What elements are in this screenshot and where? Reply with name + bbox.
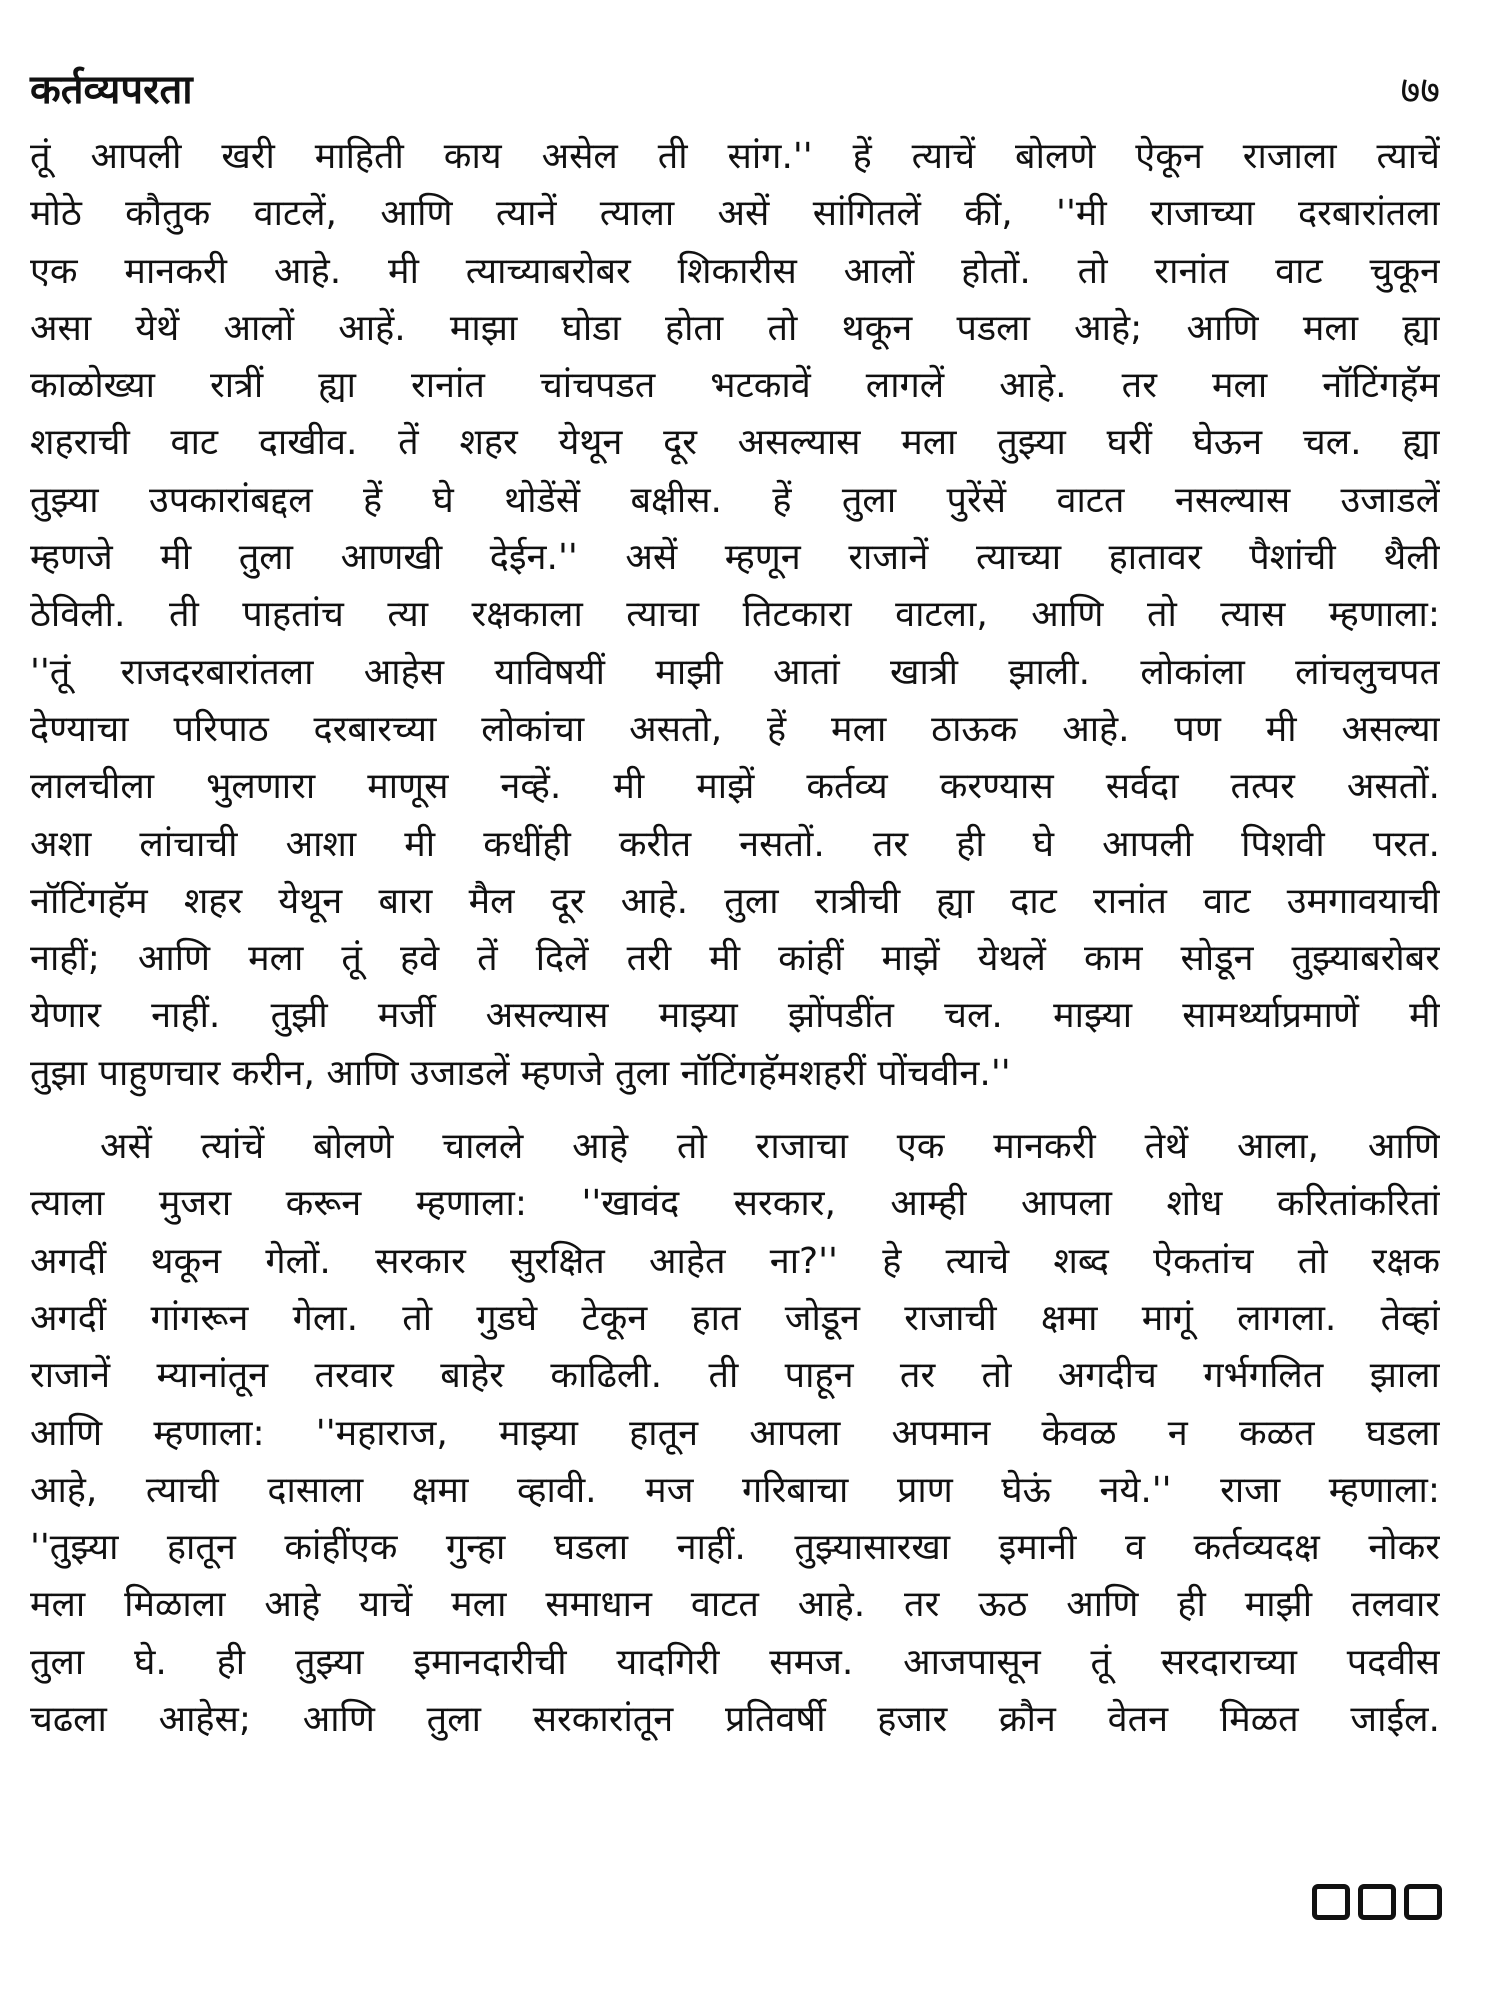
- text-line: मोठे कौतुक वाटलें, आणि त्यानें त्याला असें सांगितलें कीं, ''मी राजाच्या दरबारांतला: [30, 193, 1440, 235]
- text-line: ''तुझ्या हातून कांहींएक गुन्हा घडला नाहीं. तुझ्यासारखा इमानी व कर्तव्यदक्ष नोकर: [30, 1527, 1440, 1569]
- text-line: त्याला मुजरा करून म्हणाला: ''खावंद सरकार, आम्ही आपला शोध करितांकरितां: [30, 1183, 1440, 1225]
- text-line: एक मानकरी आहे. मी त्याच्याबरोबर शिकारीस आलों होतों. तो रानांत वाट चुकून: [30, 250, 1440, 292]
- running-head: [30, 60, 1440, 120]
- text-line: चढला आहेस; आणि तुला सरकारांतून प्रतिवर्षी हजार क्रौन वेतन मिळत जाईल.: [30, 1699, 1440, 1741]
- text-line: शहराची वाट दाखीव. तें शहर येथून दूर असल्यास मला तुझ्या घरीं घेऊन चल. ह्या: [30, 422, 1440, 464]
- text-line: तुला घे. ही तुझ्या इमानदारीची यादगिरी समज. आजपासून तूं सरदाराच्या पदवीस: [30, 1641, 1440, 1683]
- text-line: आहे, त्याची दासाला क्षमा व्हावी. मज गरिबाचा प्राण घेऊं नये.'' राजा म्हणाला:: [30, 1469, 1440, 1511]
- text-line: असें त्यांचें बोलणे चालले आहे तो राजाचा एक मानकरी तेथें आला, आणि: [100, 1126, 1440, 1168]
- text-line: लालचीला भुलणारा माणूस नव्हें. मी माझें कर्तव्य करण्यास सर्वदा तत्पर असतों.: [30, 766, 1440, 808]
- text-line: तुझ्या उपकारांबद्दल हें घे थोडेंसें बक्षीस. हें तुला पुरेंसें वाटत नसल्यास उजाडलें: [30, 479, 1440, 521]
- text-line: तुझा पाहुणचार करीन, आणि उजाडलें म्हणजे तुला नॉटिंगहॅमशहरीं पोंचवीन.'': [30, 1052, 1011, 1094]
- body-text: [30, 128, 1440, 1748]
- text-line: अशा लांचाची आशा मी कधींही करीत नसतों. तर ही घे आपली पिशवी परत.: [30, 823, 1440, 865]
- text-line: नॉटिंगहॅम शहर येथून बारा मैल दूर आहे. तुला रात्रीची ह्या दाट रानांत वाट उमगावयाची: [30, 880, 1440, 922]
- text-line: नाहीं; आणि मला तूं हवे तें दिलें तरी मी कांहीं माझें येथलें काम सोडून तुझ्याबरोबर: [30, 938, 1440, 980]
- text-line: काळोख्या रात्रीं ह्या रानांत चांचपडत भटकावें लागलें आहे. तर मला नॉटिंगहॅम: [30, 365, 1440, 407]
- text-line: असा येथें आलों आहें. माझा घोडा होता तो थकून पडला आहे; आणि मला ह्या: [30, 307, 1440, 349]
- paragraph-1: [30, 128, 1440, 1102]
- text-line: आणि म्हणाला: ''महाराज, माझ्या हातून आपला अपमान केवळ न कळत घडला: [30, 1412, 1440, 1454]
- square-ornament-icon: [1404, 1884, 1442, 1920]
- paragraph-2: [30, 1118, 1440, 1748]
- page-number: ७७: [1400, 68, 1440, 112]
- text-line: म्हणजे मी तुला आणखी देईन.'' असें म्हणून राजानें त्याच्या हातावर पैशांची थैली: [30, 537, 1440, 579]
- paragraph-spacer: [30, 1102, 1440, 1118]
- text-line: येणार नाहीं. तुझी मर्जी असल्यास माझ्या झोंपडींत चल. माझ्या सामर्थ्याप्रमाणें मी: [30, 995, 1440, 1037]
- text-line: राजानें म्यानांतून तरवार बाहेर काढिली. ती पाहून तर तो अगदीच गर्भगलित झाला: [30, 1355, 1440, 1397]
- square-ornament-icon: [1358, 1884, 1396, 1920]
- text-line: मला मिळाला आहे याचें मला समाधान वाटत आहे. तर ऊठ आणि ही माझी तलवार: [30, 1584, 1440, 1626]
- end-of-chapter-marks: [1312, 1884, 1442, 1920]
- text-line: अगदीं गांगरून गेला. तो गुडघे टेकून हात जोडून राजाची क्षमा मागूं लागला. तेव्हां: [30, 1297, 1440, 1339]
- text-line: अगदीं थकून गेलों. सरकार सुरक्षित आहेत ना?'' हे त्याचे शब्द ऐकतांच तो रक्षक: [30, 1240, 1440, 1282]
- text-line: देण्याचा परिपाठ दरबारच्या लोकांचा असतो, हें मला ठाऊक आहे. पण मी असल्या: [30, 708, 1440, 750]
- text-line: ठेविली. ती पाहतांच त्या रक्षकाला त्याचा तिटकारा वाटला, आणि तो त्यास म्हणाला:: [30, 594, 1440, 636]
- square-ornament-icon: [1312, 1884, 1350, 1920]
- text-line: ''तूं राजदरबारांतला आहेस याविषयीं माझी आतां खात्री झाली. लोकांला लांचलुचपत: [30, 651, 1440, 693]
- running-title: कर्तव्यपरता: [30, 67, 193, 113]
- text-line: तूं आपली खरी माहिती काय असेल ती सांग.'' हें त्याचें बोलणे ऐकून राजाला त्याचें: [30, 136, 1440, 177]
